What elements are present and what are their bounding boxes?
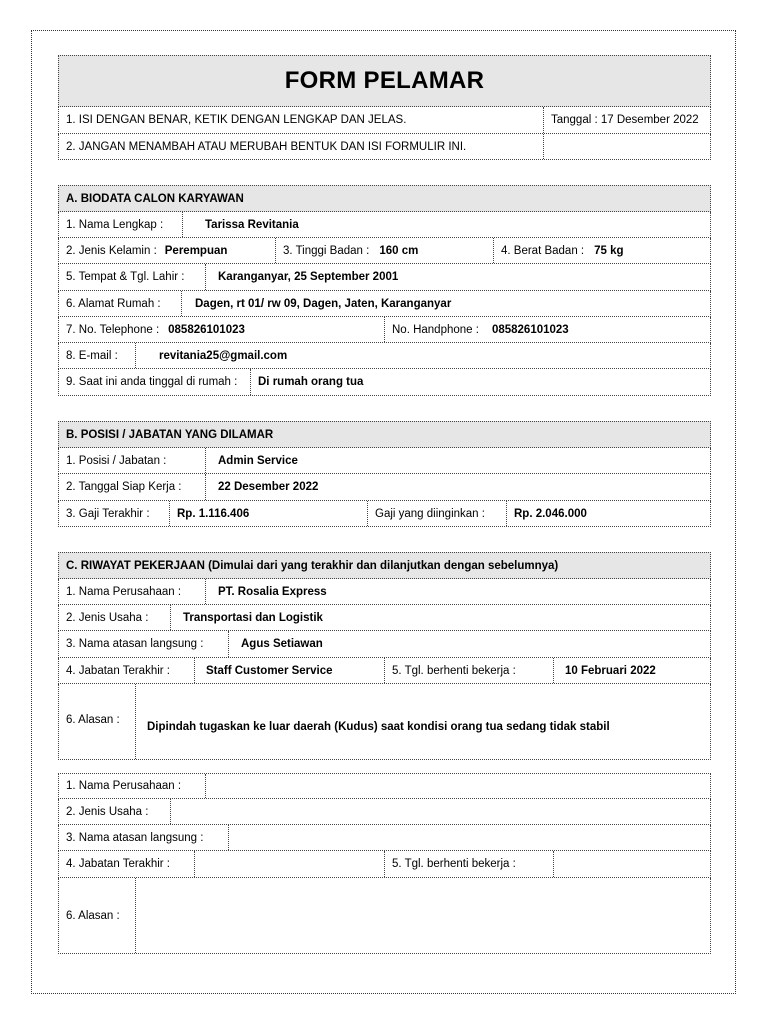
body-row xyxy=(58,238,711,264)
position-value[interactable]: Admin Service xyxy=(205,448,710,473)
last-salary-value[interactable]: Rp. 1.116.406 xyxy=(169,501,367,526)
job2-end-date-label: 5. Tgl. berhenti bekerja : xyxy=(384,851,553,877)
job2-last-position-label: 4. Jabatan Terakhir : xyxy=(66,858,170,870)
instruction-2: 2. JANGAN MENAMBAH ATAU MERUBAH BENTUK DAN ISI FORMULIR INI. xyxy=(66,140,467,153)
phone-field xyxy=(59,317,384,342)
height-field xyxy=(275,238,493,263)
job2-position-row xyxy=(58,851,711,878)
job2-reason-row xyxy=(58,878,711,954)
name-value[interactable]: Tarissa Revitania xyxy=(182,212,710,237)
job1-company-label: 1. Nama Perusahaan : xyxy=(66,585,182,598)
gender-field xyxy=(59,238,275,263)
position-row xyxy=(58,448,711,474)
desired-salary-label: Gaji yang diinginkan : xyxy=(367,501,506,526)
job2-supervisor-label: 3. Nama atasan langsung : xyxy=(66,831,204,844)
living-row xyxy=(58,369,711,396)
phone-row xyxy=(58,317,711,343)
job2-company-label: 1. Nama Perusahaan : xyxy=(66,780,182,792)
name-label: 1. Nama Lengkap : xyxy=(66,218,164,231)
job2-supervisor-value[interactable] xyxy=(228,825,710,850)
job2-reason-label: 6. Alasan : xyxy=(66,909,120,922)
form-date: Tanggal : 17 Desember 2022 xyxy=(543,107,710,133)
job2-business-value[interactable] xyxy=(170,799,710,824)
living-label: 9. Saat ini anda tinggal di rumah : xyxy=(66,376,238,388)
section-c-heading: C. RIWAYAT PEKERJAAN (Dimulai dari yang terakhir dan dilanjutkan dengan sebelumnya) xyxy=(66,559,559,572)
job2-business-label: 2. Jenis Usaha : xyxy=(66,805,149,818)
job1-end-date-value[interactable]: 10 Februari 2022 xyxy=(553,658,710,683)
mobile-label: No. Handphone : xyxy=(392,323,479,336)
weight-field xyxy=(493,238,710,263)
job1-position-row xyxy=(58,658,711,684)
instruction-row-1 xyxy=(58,107,711,134)
section-a-heading: A. BIODATA CALON KARYAWAN xyxy=(66,192,244,205)
desired-salary-value[interactable]: Rp. 2.046.000 xyxy=(506,501,710,526)
job1-end-date-label: 5. Tgl. berhenti bekerja : xyxy=(384,658,553,683)
job2-supervisor-row xyxy=(58,825,711,851)
section-a-heading-row xyxy=(58,185,711,212)
address-label: 6. Alamat Rumah : xyxy=(66,297,161,310)
section-c xyxy=(58,552,711,760)
weight-label: 4. Berat Badan : xyxy=(501,244,585,257)
job2-block xyxy=(58,773,711,954)
name-row xyxy=(58,212,711,238)
job1-business-value[interactable]: Transportasi dan Logistik xyxy=(170,605,710,630)
job2-end-date-value[interactable] xyxy=(553,851,710,877)
weight-value[interactable]: 75 kg xyxy=(594,244,624,257)
gender-value[interactable]: Perempuan xyxy=(164,244,228,257)
last-salary-label: 3. Gaji Terakhir : xyxy=(66,507,150,520)
height-value[interactable]: 160 cm xyxy=(379,244,419,257)
empty-date-cell xyxy=(543,134,710,159)
job1-business-row xyxy=(58,605,711,631)
job1-reason-label: 6. Alasan : xyxy=(66,714,120,726)
start-date-label: 2. Tanggal Siap Kerja : xyxy=(66,481,182,493)
section-b-heading: B. POSISI / JABATAN YANG DILAMAR xyxy=(66,428,274,441)
address-value[interactable]: Dagen, rt 01/ rw 09, Dagen, Jaten, Karanganyar xyxy=(181,291,710,316)
address-row xyxy=(58,291,711,317)
job1-company-row xyxy=(58,579,711,605)
form-header xyxy=(58,55,711,160)
job1-supervisor-value[interactable]: Agus Setiawan xyxy=(228,631,710,657)
section-a xyxy=(58,185,711,396)
mobile-field xyxy=(384,317,710,342)
start-date-value[interactable]: 22 Desember 2022 xyxy=(205,474,710,500)
email-value[interactable]: revitania25@gmail.com xyxy=(135,343,710,368)
phone-label: 7. No. Telephone : xyxy=(66,323,160,336)
instruction-row-2 xyxy=(58,134,711,160)
position-label: 1. Posisi / Jabatan : xyxy=(66,454,167,467)
height-label: 3. Tinggi Badan : xyxy=(283,244,370,257)
birth-row xyxy=(58,264,711,291)
title-row xyxy=(58,55,711,107)
job1-last-position-value[interactable]: Staff Customer Service xyxy=(194,658,384,683)
mobile-value[interactable]: 085826101023 xyxy=(491,323,569,336)
job2-reason-value[interactable] xyxy=(135,878,710,953)
job2-business-row xyxy=(58,799,711,825)
job1-reason-row xyxy=(58,684,711,760)
job1-company-value[interactable]: PT. Rosalia Express xyxy=(205,579,710,604)
section-b xyxy=(58,421,711,527)
salary-row xyxy=(58,501,711,527)
instruction-1: 1. ISI DENGAN BENAR, KETIK DENGAN LENGKAP DAN JELAS. xyxy=(66,114,407,126)
birth-value[interactable]: Karanganyar, 25 September 2001 xyxy=(205,264,710,290)
form-title: FORM PELAMAR xyxy=(284,67,485,94)
job2-company-row xyxy=(58,773,711,799)
job1-last-position-label: 4. Jabatan Terakhir : xyxy=(66,664,170,677)
job2-company-value[interactable] xyxy=(205,774,710,798)
birth-label: 5. Tempat & Tgl. Lahir : xyxy=(66,271,185,283)
email-row xyxy=(58,343,711,369)
job1-supervisor-row xyxy=(58,631,711,658)
job2-last-position-value[interactable] xyxy=(194,851,384,877)
gender-label: 2. Jenis Kelamin : xyxy=(66,244,157,257)
section-b-heading-row xyxy=(58,421,711,448)
job1-supervisor-label: 3. Nama atasan langsung : xyxy=(66,638,204,650)
phone-value[interactable]: 085826101023 xyxy=(168,323,245,336)
living-value[interactable]: Di rumah orang tua xyxy=(250,369,710,395)
job1-business-label: 2. Jenis Usaha : xyxy=(66,611,149,624)
start-date-row xyxy=(58,474,711,501)
section-c-heading-row xyxy=(58,552,711,579)
email-label: 8. E-mail : xyxy=(66,349,118,362)
job1-reason-value[interactable]: Dipindah tugaskan ke luar daerah (Kudus) saat kondisi orang tua sedang tidak stabil xyxy=(135,684,710,759)
